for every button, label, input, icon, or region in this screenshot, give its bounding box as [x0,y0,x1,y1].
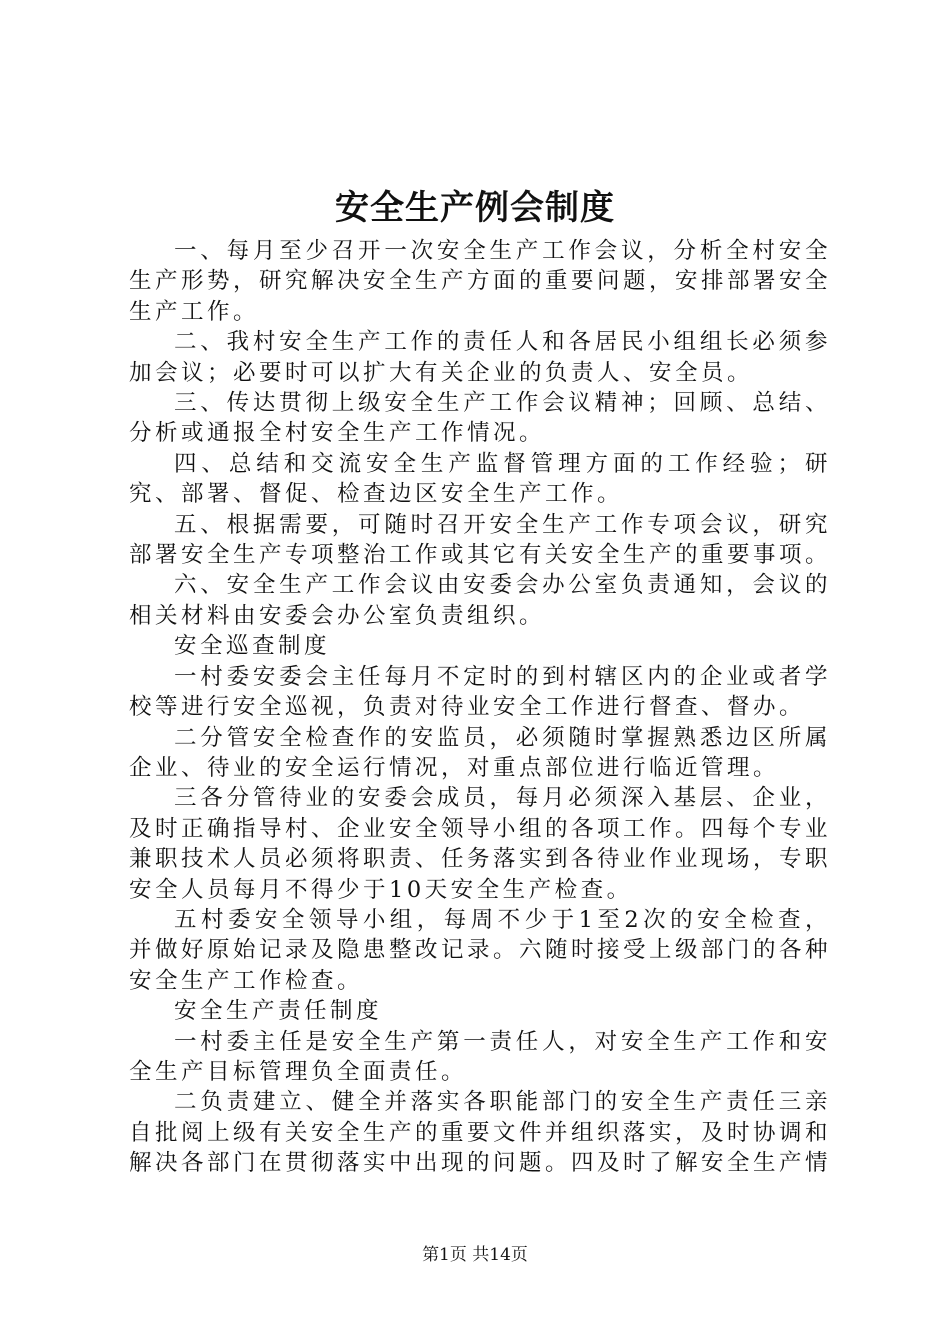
document-title: 安全生产例会制度 [335,188,615,228]
paragraph: 四、总结和交流安全生产监督管理方面的工作经验；研究、部署、督促、检查边区安全生产工作。 [129,450,831,508]
document-body [129,236,831,1179]
paragraph: 一村委安委会主任每月不定时的到村辖区内的企业或者学校等进行安全巡视，负责对待业安全工作进行督查、督办。 [129,663,831,721]
paragraph: 三各分管待业的安委会成员，每月必须深入基层、企业，及时正确指导村、企业安全领导小组的各项工作。四每个专业兼职技术人员必须将职责、任务落实到各待业作业现场，专职安全人员每月不得少于10天安全生产检查。 [129,785,832,903]
paragraph: 一村委主任是安全生产第一责任人，对安全生产工作和安全生产目标管理负全面责任。 [129,1028,831,1085]
section-heading: 安全巡查制度 [174,633,331,660]
paragraph: 二负责建立、健全并落实各职能部门的安全生产责任三亲自批阅上级有关安全生产的重要文件并组织落实，及时协调和解决各部门在贯彻落实中出现的问题。四及时了解安全生产情 [129,1089,832,1177]
paragraph: 三、传达贯彻上级安全生产工作会议精神；回顾、总结、分析或通报全村安全生产工作情况。 [129,390,831,447]
paragraph: 六、安全生产工作会议由安委会办公室负责通知，会议的相关材料由安委会办公室负责组织。 [129,572,831,629]
paragraph: 二、我村安全生产工作的责任人和各居民小组组长必须参加会议；必要时可以扩大有关企业的负责人、安全员。 [129,329,831,386]
paragraph: 五、根据需要，可随时召开安全生产工作专项会议，研究部署安全生产专项整治工作或其它有关安全生产的重要事项。 [129,511,832,569]
page-footer: 第1页 共14页 [422,1245,528,1265]
paragraph: 一、每月至少召开一次安全生产工作会议，分析全村安全生产形势，研究解决安全生产方面的重要问题，安排部署安全生产工作。 [129,238,832,325]
section-heading: 安全生产责任制度 [174,998,383,1025]
paragraph: 二分管安全检查作的安监员，必须随时掌握熟悉边区所属企业、待业的安全运行情况，对重点部位进行临近管理。 [129,724,831,781]
paragraph: 五村委安全领导小组，每周不少于1至2次的安全检查，并做好原始记录及隐患整改记录。六随时接受上级部门的各种安全生产工作检查。 [129,906,832,994]
